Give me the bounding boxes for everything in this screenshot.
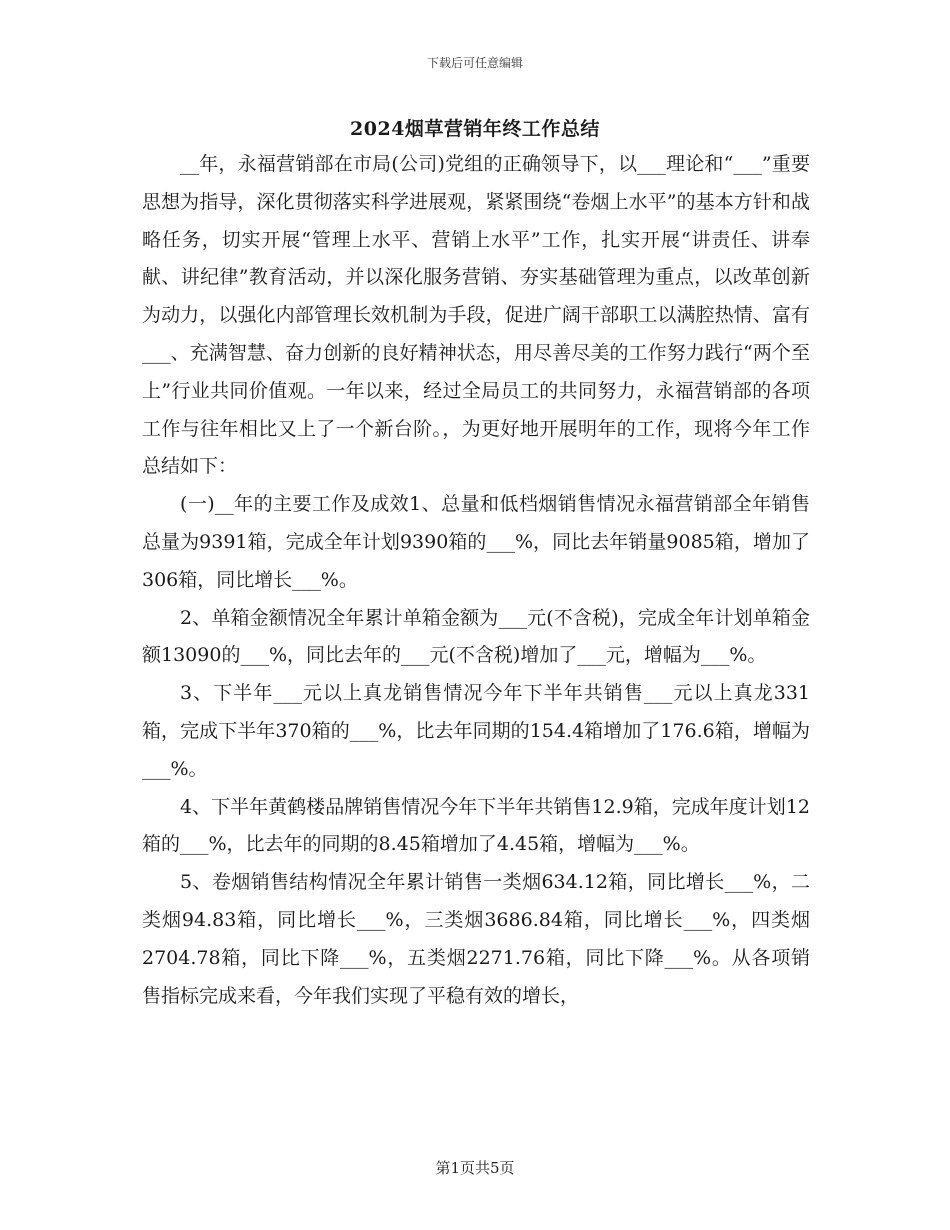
document-body <box>142 146 810 1015</box>
paragraph-2: 2、单箱金额情况全年累计单箱金额为___元(不含税)，完成全年计划单箱金额13090的___%，同比去年的___元(不含税)增加了___元，增幅为___%。 <box>142 606 810 667</box>
page-footer: 第1页共5页 <box>435 1159 515 1177</box>
paragraph-1: (一)__年的主要工作及成效1、总量和低档烟销售情况永福营销部全年销售总量为9391箱，完成全年计划9390箱的___%，同比去年销量9085箱，增加了306箱，同比增长___%。 <box>142 493 810 591</box>
header-note: 下载后可任意编辑 <box>426 56 523 70</box>
paragraph-intro: __年，永福营销部在市局(公司)党组的正确领导下，以___理论和“___”重要思想为指导，深化贯彻落实科学进展观，紧紧围绕“卷烟上水平”的基本方针和战略任务，切实开展“管理上水平、营销上水平”工作，扎实开展“讲责任、讲奉献、讲纪律”教育活动，并以深化服务营销、夯实基础管理为重点，以改革创新为动力，以强化内部管理长效机制为手段，促进广阔干部职工以满腔热情、富有___、充满智慧、奋力创新的良好精神状态，用尽善尽美的工作努力践行“两个至上”行业共同价值观。一年以来，经过全局员工的共同努力，永福营销部的各项工作与往年相比又上了一个新台阶。，为更好地开展明年的工作，现将今年工作总结如下： <box>142 153 810 478</box>
paragraph-5: 5、卷烟销售结构情况全年累计销售一类烟634.12箱，同比增长___%，二类烟94.83箱，同比增长___%，三类烟3686.84箱，同比增长___%，四类烟2704.78箱，同比下降___%，五类烟2271.76箱，同比下降___%。从各项销售指标完成来看，今年我们实现了平稳有效的增长， <box>142 871 810 1007</box>
document-title: 2024烟草营销年终工作总结 <box>350 118 600 140</box>
paragraph-3: 3、下半年___元以上真龙销售情况今年下半年共销售___元以上真龙331箱，完成下半年370箱的___%，比去年同期的154.4箱增加了176.6箱，增幅为___%。 <box>142 682 810 780</box>
paragraph-4: 4、下半年黄鹤楼品牌销售情况今年下半年共销售12.9箱，完成年度计划12箱的___%，比去年的同期的8.45箱增加了4.45箱，增幅为___%。 <box>142 795 810 856</box>
